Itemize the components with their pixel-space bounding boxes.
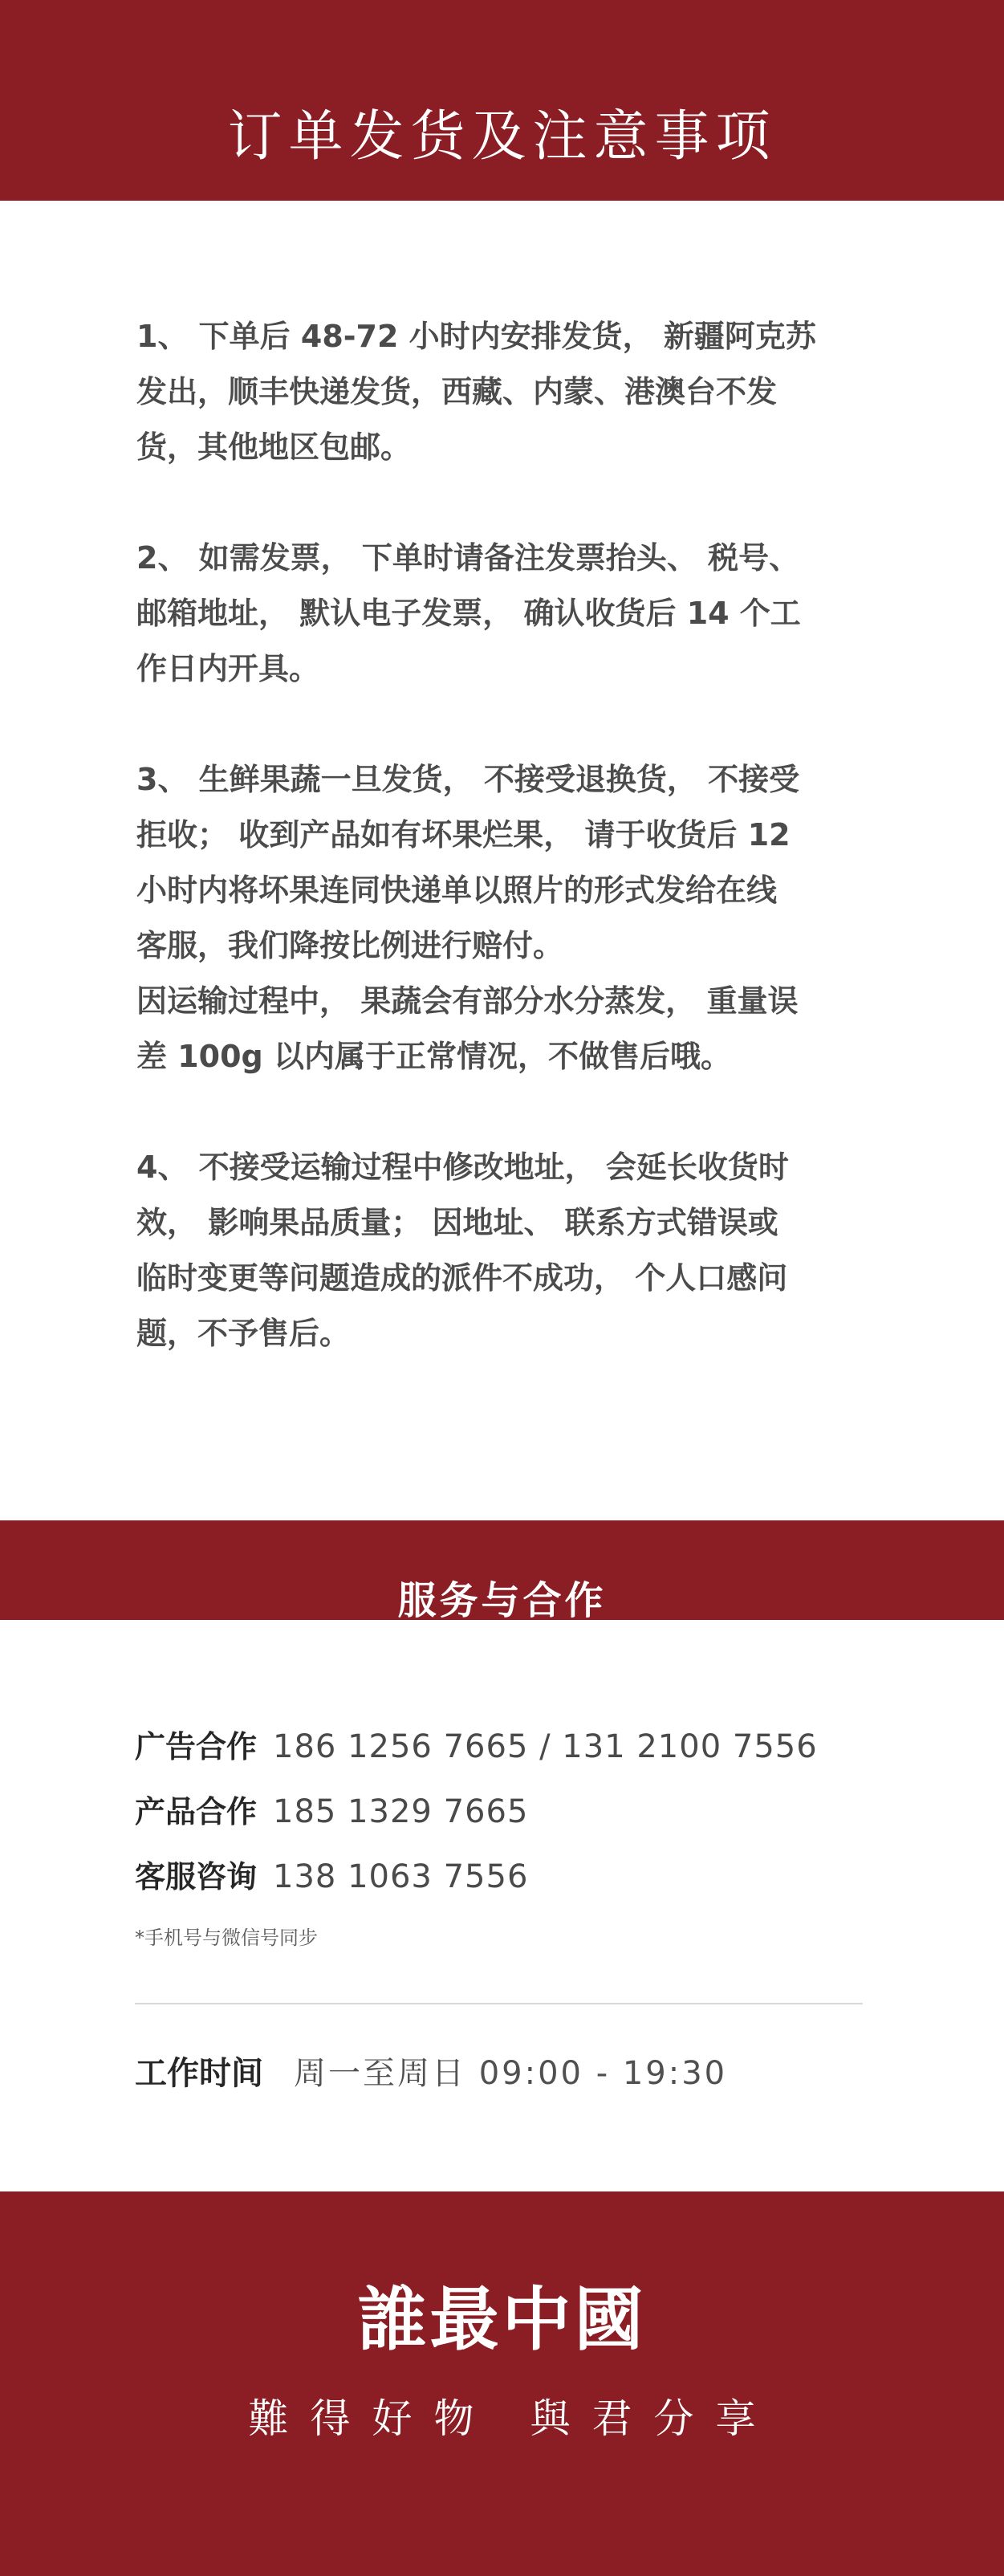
- brand-logo-text: 誰最中國: [357, 2279, 647, 2360]
- notice-line: 差 100g 以内属于正常情况，不做售后哦。: [136, 1039, 731, 1074]
- contact-row-customer-service: [135, 1845, 873, 1910]
- notice-line: 2、 如需发票， 下单时请备注发票抬头、 税号、: [136, 540, 800, 576]
- notice-line: 1、 下单后 48-72 小时内安排发货， 新疆阿克苏: [136, 319, 816, 354]
- notice-line: 发出，顺丰快递发货，西藏、内蒙、港澳台不发: [136, 374, 778, 409]
- service-title: 服务与合作: [397, 1577, 607, 1623]
- working-hours: [135, 2045, 727, 2096]
- notice-line: 小时内将坏果连同快递单以照片的形式发给在线: [136, 873, 778, 908]
- contact-label: 产品合作: [135, 1794, 258, 1829]
- notice-item-2: [136, 531, 867, 697]
- working-hours-label: 工作时间: [135, 2054, 263, 2092]
- notice-line: 客服，我们降按比例进行赔付。: [136, 928, 564, 963]
- contact-row-product: [135, 1780, 873, 1845]
- brand-slogan: 難得好物 與君分享: [248, 2395, 778, 2442]
- notice-item-4: [136, 1140, 867, 1361]
- contact-label: 广告合作: [135, 1729, 258, 1764]
- notice-line: 临时变更等问题造成的派件不成功， 个人口感问: [136, 1260, 788, 1296]
- notice-line: 拒收； 收到产品如有坏果烂果， 请于收货后 12: [136, 817, 791, 853]
- notice-line: 4、 不接受运输过程中修改地址， 会延长收货时: [136, 1150, 789, 1185]
- notice-line: 效， 影响果品质量； 因地址、 联系方式错误或: [136, 1205, 778, 1240]
- working-hours-value: 周一至周日 09:00 - 19:30: [294, 2054, 728, 2092]
- notice-item-3: [136, 752, 867, 1085]
- notice-line: 作日内开具。: [136, 651, 320, 686]
- contact-phone: 138 1063 7556: [273, 1858, 529, 1895]
- contact-label: 客服咨询: [135, 1859, 258, 1894]
- notice-line: 因运输过程中， 果蔬会有部分水分蒸发， 重量误: [136, 983, 799, 1019]
- contact-phone: 186 1256 7665 / 131 2100 7556: [273, 1728, 818, 1765]
- brand-footer: [0, 2191, 1004, 2576]
- service-banner: [0, 1520, 1004, 1623]
- notice-line: 货，其他地区包邮。: [136, 429, 412, 465]
- notice-line: 3、 生鲜果蔬一旦发货， 不接受退换货， 不接受: [136, 762, 800, 797]
- header-banner: [0, 0, 1004, 201]
- page-title: 订单发货及注意事项: [227, 104, 777, 169]
- wechat-note: *手机号与微信号同步: [135, 1927, 318, 1949]
- contact-list: [135, 1715, 873, 1910]
- contact-phone: 185 1329 7665: [273, 1793, 529, 1830]
- section-divider: [135, 2003, 863, 2004]
- contact-row-advertising: [135, 1715, 873, 1780]
- shipping-notice-list: [136, 309, 867, 1361]
- notice-item-1: [136, 309, 867, 475]
- notice-line: 题，不予售后。: [136, 1316, 351, 1351]
- notice-line: 邮箱地址， 默认电子发票， 确认收货后 14 个工: [136, 596, 801, 631]
